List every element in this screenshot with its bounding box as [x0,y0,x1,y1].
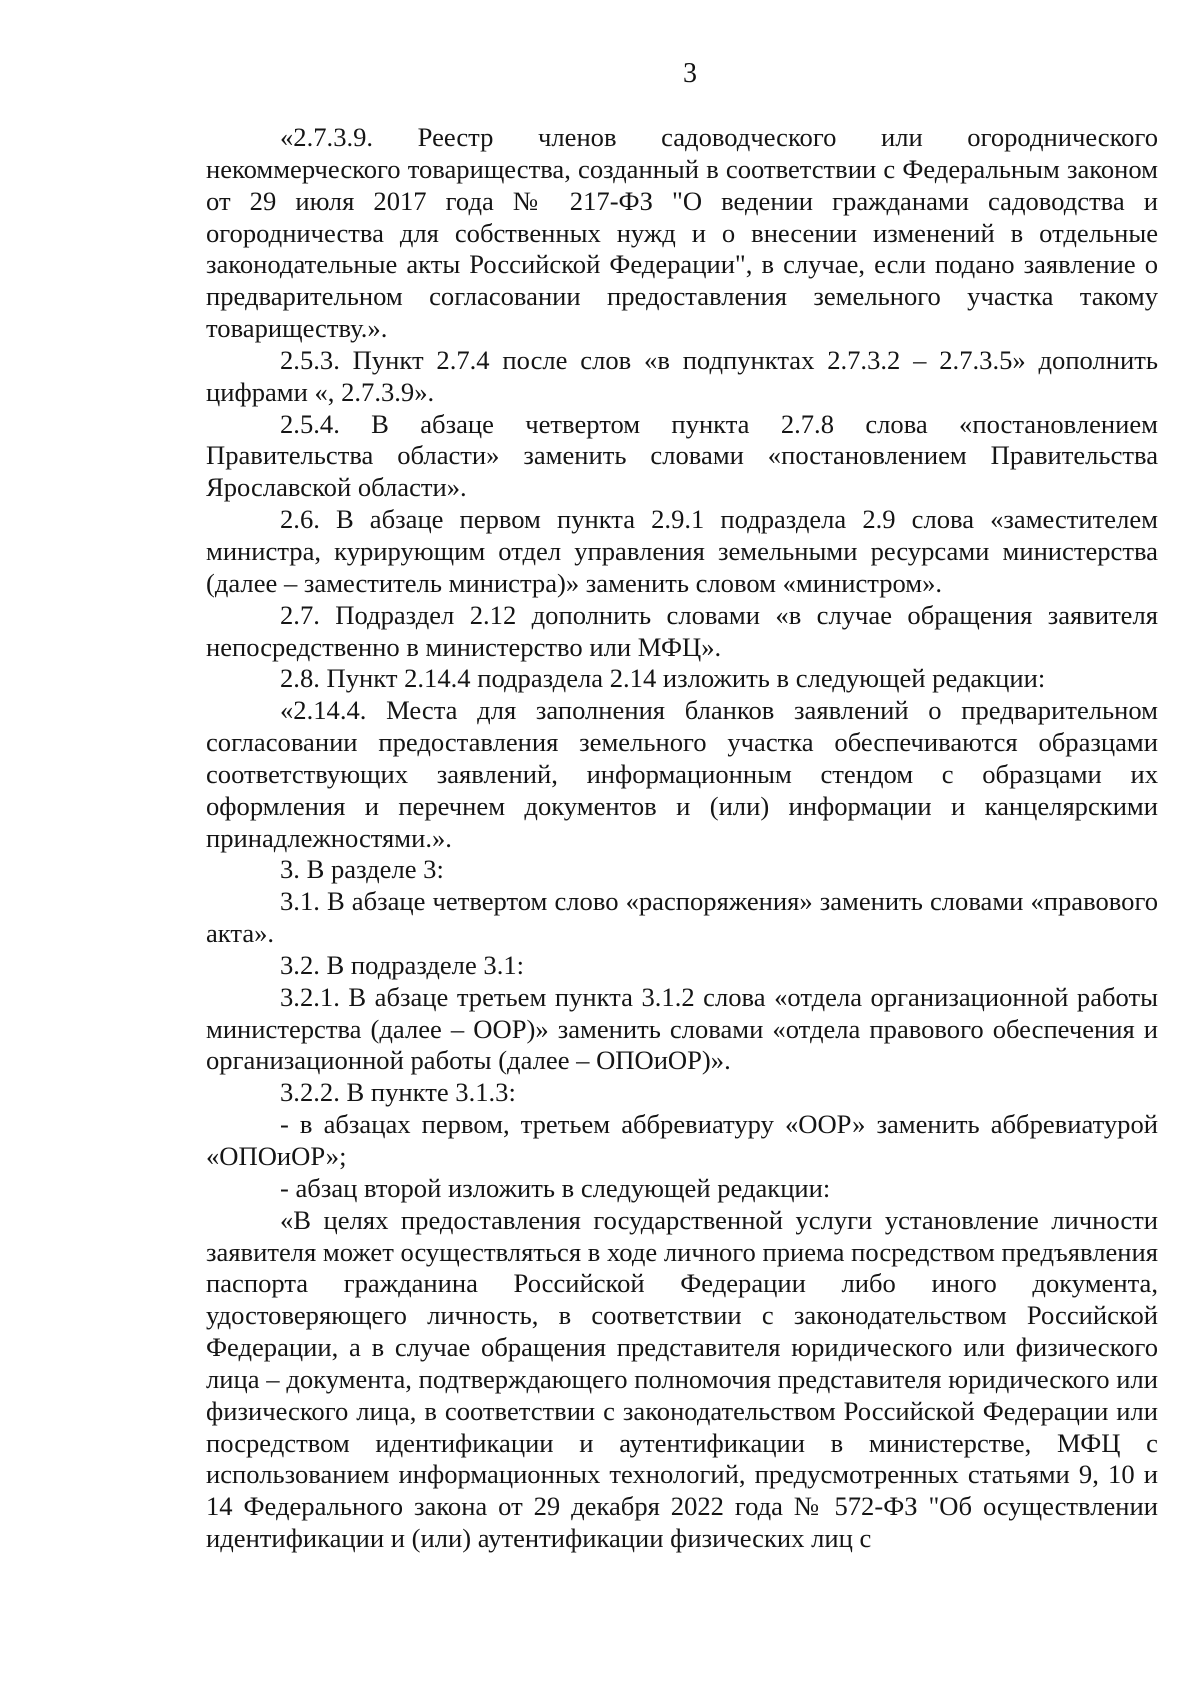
paragraph-2-5-4: 2.5.4. В абзаце четвертом пункта 2.7.8 слова «постановлением Правительства области» заменить словами «постановлением Правительства Ярославской области». [206,408,1158,503]
paragraph-2-8: 2.8. Пункт 2.14.4 подраздела 2.14 изложить в следующей редакции: [280,663,1046,694]
paragraph-identification: «В целях предоставления государственной услуги установление личности заявителя может осуществляться в ходе личного приема посредством предъявления паспорта гражданина Российской Федерации либо иного документа, удостоверяющего личность, в соответствии с законодательством Российской Федерации, а в случае обращения представителя юридического или физического лица – документа, подтверждающего полномочия представителя юридического или физического лица, в соответствии с законодательством Российской Федерации или посредством идентификации и аутентификации в министерстве, МФЦ с использованием информационных технологий, предусмотренных статьями 9, 10 и 14 Федерального закона от 29 декабря 2022 года № 572-ФЗ "Об осуществлении идентификации и (или) аутентификации физических лиц с [206,1204,1158,1554]
page-number: 3 [683,58,697,89]
document-body [206,122,1158,1555]
paragraph-3-1: 3.1. В абзаце четвертом слово «распоряжения» заменить словами «правового акта». [206,886,1158,949]
paragraph-3-2: 3.2. В подразделе 3.1: [280,949,525,980]
paragraph-2-7-3-9: «2.7.3.9. Реестр членов садоводческого или огороднического некоммерческого товарищества, созданный в соответствии с Федеральным законом от 29 июля 2017 года № 217-ФЗ "О ведении гражданами садоводства и огородничества для собственных нужд и о внесении изменений в отдельные законодательные акты Российской Федерации", в случае, если подано заявление о предварительном согласовании предоставления земельного участка такому товариществу.». [206,122,1158,344]
paragraph-3-2-2: 3.2.2. В пункте 3.1.3: [280,1077,516,1108]
paragraph-3: 3. В разделе 3: [280,854,444,885]
paragraph-dash-first: - в абзацах первом, третьем аббревиатуру «ООР» заменить аббревиатурой «ОПОиОР»; [206,1109,1158,1171]
paragraph-2-5-3: 2.5.3. Пункт 2.7.4 после слов «в подпунктах 2.7.3.2 – 2.7.3.5» дополнить цифрами «, 2.7.3.9». [206,344,1158,407]
paragraph-2-7: 2.7. Подраздел 2.12 дополнить словами «в случае обращения заявителя непосредственно в министерство или МФЦ». [206,599,1158,662]
paragraph-2-6: 2.6. В абзаце первом пункта 2.9.1 подраздела 2.9 слова «заместителем министра, курирующим отдел управления земельными ресурсами министерства (далее – заместитель министра)» заменить словом «министром». [206,504,1158,598]
paragraph-3-2-1: 3.2.1. В абзаце третьем пункта 3.1.2 слова «отдела организационной работы министерства (далее – ООР)» заменить словами «отдела правового обеспечения и организационной работы (далее – ОПОиОР)». [206,981,1158,1076]
paragraph-2-14-4: «2.14.4. Места для заполнения бланков заявлений о предварительном согласовании предоставления земельного участка обеспечиваются образцами соответствующих заявлений, информационным стендом с образцами их оформления и перечнем документов и (или) информации и канцелярскими принадлежностями.». [206,695,1158,853]
paragraph-dash-second: - абзац второй изложить в следующей редакции: [280,1172,831,1203]
